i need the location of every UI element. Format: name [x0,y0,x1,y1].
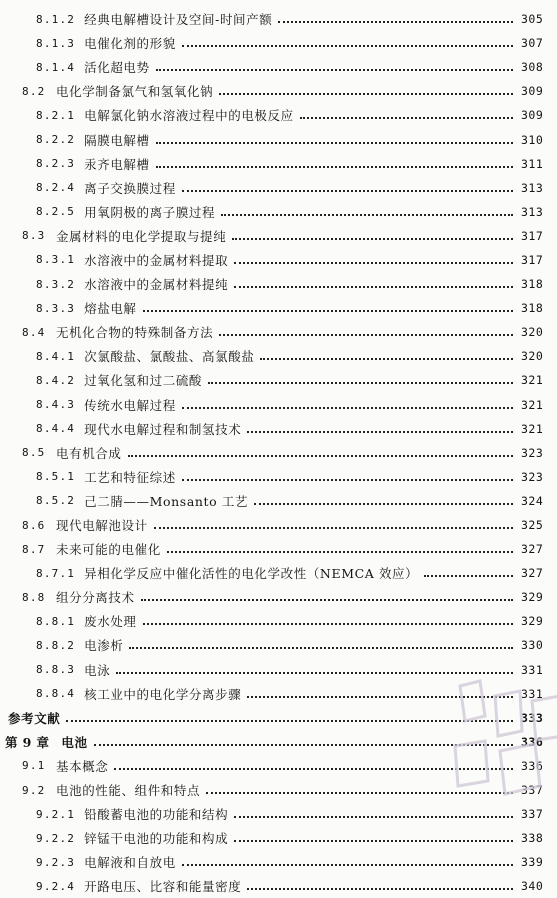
toc-entry-page-number: 327 [521,566,544,581]
toc-entry-number: 8.2.4 [36,181,76,195]
toc-entry-page-number: 336 [521,758,544,773]
toc-entry[interactable] [0,826,557,850]
dot-leader [167,549,513,553]
toc-entry-number: 8.4 [22,325,46,339]
toc-entry-number: 8.2 [22,84,46,98]
dot-leader [219,91,513,95]
dot-leader [247,429,513,433]
toc-entry-title: 电池的性能、组件和特点 [56,783,201,799]
toc-entry-title: 核工业中的电化学分离步骤 [84,686,242,702]
toc-entry-title: 水溶液中的金属材料提取 [84,252,229,268]
dot-leader [116,670,513,674]
toc-entry[interactable] [0,296,557,320]
toc-entry-number: 9.2.1 [36,807,76,821]
dot-leader [182,43,513,47]
toc-entry-page-number: 330 [521,638,544,653]
toc-entry[interactable] [0,79,557,103]
toc-entry-number: 8.3.2 [36,277,76,291]
dot-leader [182,188,513,192]
toc-entry-number: 8.2.5 [36,205,76,219]
table-of-contents [0,7,557,898]
toc-entry-number: 8.2.1 [36,108,76,122]
toc-entry-number: 8.5.1 [36,470,76,484]
toc-entry[interactable] [0,778,557,802]
toc-entry-page-number: 339 [521,855,544,870]
toc-entry-number: 8.4.1 [36,349,76,363]
toc-entry-number: 9.2.3 [36,855,76,869]
toc-entry-title: 金属材料的电化学提取与提纯 [56,228,227,244]
toc-entry-page-number: 327 [521,542,544,557]
toc-entry-page-number: 320 [521,325,544,340]
toc-entry-page-number: 321 [521,397,544,412]
toc-entry-page-number: 318 [521,277,544,292]
toc-entry-page-number: 337 [521,807,544,822]
toc-entry-number: 8.8.3 [36,663,76,677]
toc-entry-number: 8.4.2 [36,373,76,387]
toc-entry[interactable] [0,802,557,826]
dot-leader [156,67,513,71]
toc-entry-title: 未来可能的电催化 [56,542,161,558]
toc-entry-number: 8.8.4 [36,687,76,701]
toc-entry-page-number: 308 [521,60,544,75]
toc-entry[interactable] [0,561,557,585]
toc-entry[interactable] [0,224,557,248]
toc-entry-title: 电解氯化钠水溶液过程中的电极反应 [84,108,294,124]
toc-entry-page-number: 324 [521,493,544,508]
dot-leader [114,766,513,770]
toc-entry-title: 现代电解池设计 [56,518,148,534]
toc-entry-number: 8.8.1 [36,614,76,628]
toc-entry-page-number: 305 [521,12,544,27]
toc-entry-number: 9.2 [22,783,46,797]
toc-entry-page-number: 311 [521,156,544,171]
dot-leader [234,284,513,288]
toc-entry-title: 电渗析 [84,638,124,654]
toc-entry-page-number: 337 [521,783,544,798]
dot-leader [182,405,513,409]
toc-entry-number: 8.5.2 [36,494,76,508]
toc-entry-page-number: 317 [521,252,544,267]
dot-leader [141,597,513,601]
toc-entry-title: 锌锰干电池的功能和构成 [84,831,229,847]
toc-entry[interactable] [0,200,557,224]
toc-entry-page-number: 309 [521,84,544,99]
dot-leader [156,140,513,144]
toc-entry-number: 8.7 [22,542,46,556]
dot-leader [129,645,513,649]
toc-entry-page-number: 323 [521,445,544,460]
toc-entry-title: 过氧化氢和过二硫酸 [84,373,203,389]
toc-entry-number: 8.1.2 [36,12,76,26]
toc-entry-title: 废水处理 [84,614,137,630]
toc-entry-title: 电泳 [84,662,111,678]
dot-leader [182,477,513,481]
dot-leader [300,115,513,119]
toc-entry[interactable] [0,754,557,778]
toc-entry-title: 汞齐电解槽 [84,156,150,172]
toc-entry-title: 传统水电解过程 [84,397,176,413]
toc-entry-title: 次氯酸盐、氯酸盐、高氯酸盐 [84,349,255,365]
toc-entry[interactable] [0,248,557,272]
dot-leader [128,453,513,457]
dot-leader [254,501,513,505]
toc-entry-title: 开路电压、比容和能量密度 [84,879,242,895]
toc-entry[interactable] [0,874,557,898]
toc-entry-number: 9.2.2 [36,831,76,845]
toc-entry-page-number: 329 [521,590,544,605]
toc-entry[interactable] [0,272,557,296]
toc-entry-number: 8.6 [22,518,46,532]
toc-entry[interactable] [0,730,557,754]
toc-entry-page-number: 331 [521,662,544,677]
toc-entry-number: 8.5 [22,446,46,460]
toc-entry-title: 基本概念 [56,758,109,774]
dot-leader [247,694,513,698]
toc-entry-page-number: 320 [521,349,544,364]
toc-entry[interactable] [0,489,557,513]
toc-entry-title: 铅酸蓄电池的功能和结构 [84,807,229,823]
toc-entry[interactable] [0,706,557,730]
toc-entry[interactable] [0,320,557,344]
toc-entry[interactable] [0,103,557,127]
toc-entry-page-number: 340 [521,879,544,894]
toc-entry-number: 8.2.2 [36,133,76,147]
toc-entry-title: 无机化合物的特殊制备方法 [56,325,214,341]
toc-entry[interactable] [0,658,557,682]
toc-entry[interactable] [0,465,557,489]
toc-entry-title: 电池 [61,734,88,750]
toc-entry-title: 经典电解槽设计及空间-时间产额 [84,12,273,28]
toc-entry-number: 8.8.2 [36,638,76,652]
toc-entry-number: 8.8 [22,590,46,604]
toc-entry[interactable] [0,682,557,706]
toc-entry-title: 水溶液中的金属材料提纯 [84,277,229,293]
toc-entry-number: 9.2.4 [36,879,76,893]
toc-entry-title: 组分分离技术 [56,590,135,606]
toc-entry[interactable] [0,127,557,151]
toc-entry-title: 隔膜电解槽 [84,132,150,148]
toc-entry[interactable] [0,850,557,874]
dot-leader [247,886,513,890]
toc-entry-number: 8.4.4 [36,422,76,436]
toc-entry[interactable] [0,417,557,441]
dot-leader [143,308,513,312]
dot-leader [221,212,513,216]
toc-entry-title: 参考文献 [8,710,61,726]
toc-entry-title: 己二腈——Monsanto 工艺 [84,493,249,509]
toc-entry-page-number: 307 [521,36,544,51]
toc-entry-title: 熔盐电解 [84,301,137,317]
dot-leader [208,380,513,384]
toc-entry[interactable] [0,7,557,31]
toc-entry-title: 离子交换膜过程 [84,180,176,196]
toc-entry-title: 活化超电势 [84,60,150,76]
dot-leader [234,814,513,818]
dot-leader [154,525,513,529]
toc-entry-page-number: 309 [521,108,544,123]
toc-entry[interactable] [0,152,557,176]
dot-leader [424,573,513,577]
toc-entry-page-number: 336 [521,734,544,749]
toc-entry-number: 8.3.3 [36,301,76,315]
toc-entry[interactable] [0,31,557,55]
toc-entry[interactable] [0,585,557,609]
toc-entry-number: 8.2.3 [36,157,76,171]
dot-leader [206,790,513,794]
dot-leader [66,718,513,722]
toc-entry-number: 8.4.3 [36,398,76,412]
dot-leader [219,332,513,336]
toc-entry-number: 8.3 [22,229,46,243]
dot-leader [182,862,513,866]
toc-entry-page-number: 333 [521,710,544,725]
toc-entry-page-number: 329 [521,614,544,629]
dot-leader [278,19,513,23]
dot-leader [234,838,513,842]
toc-entry[interactable] [0,393,557,417]
toc-entry-title: 电有机合成 [56,445,122,461]
toc-entry-title: 电化学制备氯气和氢氧化钠 [56,84,214,100]
toc-entry-title: 异相化学反应中催化活性的电化学改性（NEMCA 效应） [84,566,419,582]
toc-entry-title: 工艺和特征综述 [84,469,176,485]
toc-entry[interactable] [0,633,557,657]
toc-entry-number: 8.3.1 [36,253,76,267]
toc-entry-page-number: 313 [521,204,544,219]
toc-entry-number: 9.1 [22,759,46,773]
toc-entry-page-number: 331 [521,686,544,701]
dot-leader [143,621,513,625]
toc-entry-number: 8.7.1 [36,566,76,580]
toc-entry[interactable] [0,176,557,200]
dot-leader [232,236,513,240]
toc-entry[interactable] [0,344,557,368]
toc-entry-page-number: 318 [521,301,544,316]
dot-leader [260,356,513,360]
toc-entry-title: 电催化剂的形貌 [84,36,176,52]
toc-entry-number: 第 9 章 [5,734,50,750]
toc-entry[interactable] [0,55,557,79]
toc-entry-title: 现代水电解过程和制氢技术 [84,421,242,437]
toc-entry-page-number: 325 [521,518,544,533]
toc-entry[interactable] [0,513,557,537]
toc-entry-title: 电解液和自放电 [84,855,176,871]
toc-entry[interactable] [0,368,557,392]
toc-entry-number: 8.1.3 [36,36,76,50]
toc-entry[interactable] [0,441,557,465]
toc-entry-page-number: 321 [521,373,544,388]
toc-entry-page-number: 338 [521,831,544,846]
toc-entry[interactable] [0,609,557,633]
toc-entry-page-number: 321 [521,421,544,436]
toc-entry-page-number: 317 [521,228,544,243]
dot-leader [234,260,513,264]
toc-entry-title: 用氧阴极的离子膜过程 [84,204,216,220]
dot-leader [94,742,513,746]
toc-entry-page-number: 323 [521,469,544,484]
toc-entry[interactable] [0,537,557,561]
toc-entry-page-number: 310 [521,132,544,147]
dot-leader [156,164,513,168]
toc-entry-number: 8.1.4 [36,60,76,74]
toc-entry-page-number: 313 [521,180,544,195]
